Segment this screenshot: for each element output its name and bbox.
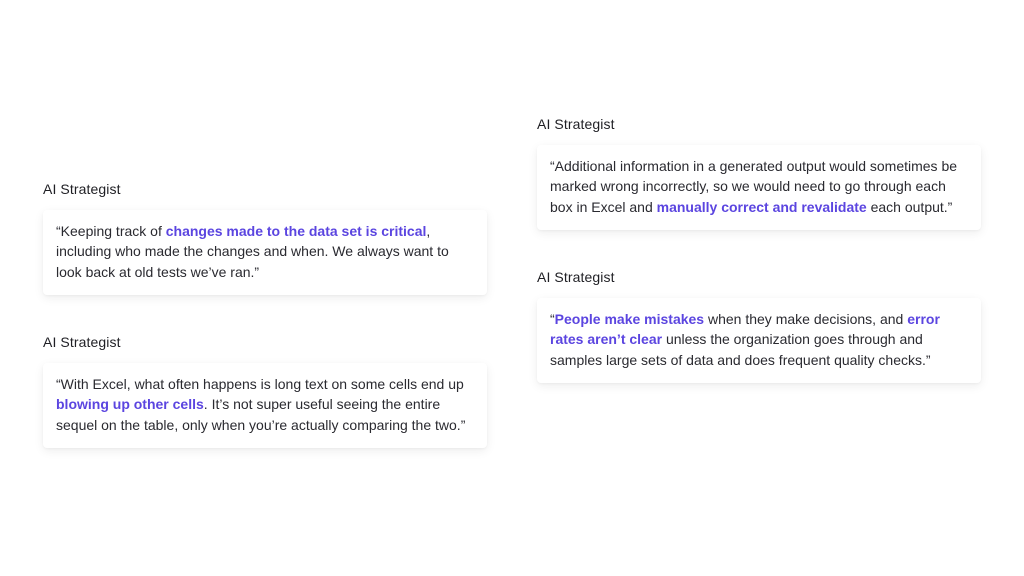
speaker-role: AI Strategist <box>537 269 615 285</box>
quote-text-segment: , including who made the changes and when. We always want to look back at old tests we’ve ran.” <box>56 223 449 280</box>
quote-block-excel-cells <box>43 333 487 448</box>
quote-text <box>56 221 475 282</box>
quote-text-segment: each output.” <box>866 198 953 215</box>
quote-text-segment: . It’s not super useful seeing the entire sequel on the table, only when you’re actually comparing the two.” <box>56 396 466 433</box>
quote-block-error-rates <box>537 268 981 383</box>
quote-card <box>537 145 981 230</box>
quote-card <box>43 363 487 448</box>
quote-block-change-tracking <box>43 180 487 295</box>
quote-text-segment: when they make decisions, and <box>704 311 908 327</box>
quote-highlight: People make mistakes <box>554 311 705 327</box>
quote-highlight: error rates aren’t clear <box>550 311 940 348</box>
quote-text-segment: “With Excel, what often happens is long text on some cells end up <box>56 376 464 392</box>
quote-text <box>550 156 969 217</box>
quote-highlight: manually correct and revalidate <box>656 198 867 215</box>
quote-text-segment: “ <box>550 311 555 327</box>
quote-card <box>43 210 487 295</box>
quote-text <box>550 309 969 370</box>
quote-block-manual-correction <box>537 115 981 230</box>
quote-card <box>537 298 981 383</box>
speaker-role: AI Strategist <box>43 181 121 197</box>
quote-text-segment: unless the organization goes through and samples large sets of data and does frequent quality checks.” <box>550 331 931 368</box>
quote-highlight: blowing up other cells <box>56 396 204 413</box>
quote-text-segment: “Additional information in a generated output would sometimes be marked wrong incorrectly, so we would need to go through each box in Excel and <box>550 158 958 215</box>
quote-text <box>56 374 475 435</box>
quote-highlight: changes made to the data set is critical <box>165 223 427 239</box>
quote-text-segment: “Keeping track of <box>56 223 166 239</box>
speaker-role: AI Strategist <box>537 116 615 132</box>
speaker-role: AI Strategist <box>43 334 121 350</box>
